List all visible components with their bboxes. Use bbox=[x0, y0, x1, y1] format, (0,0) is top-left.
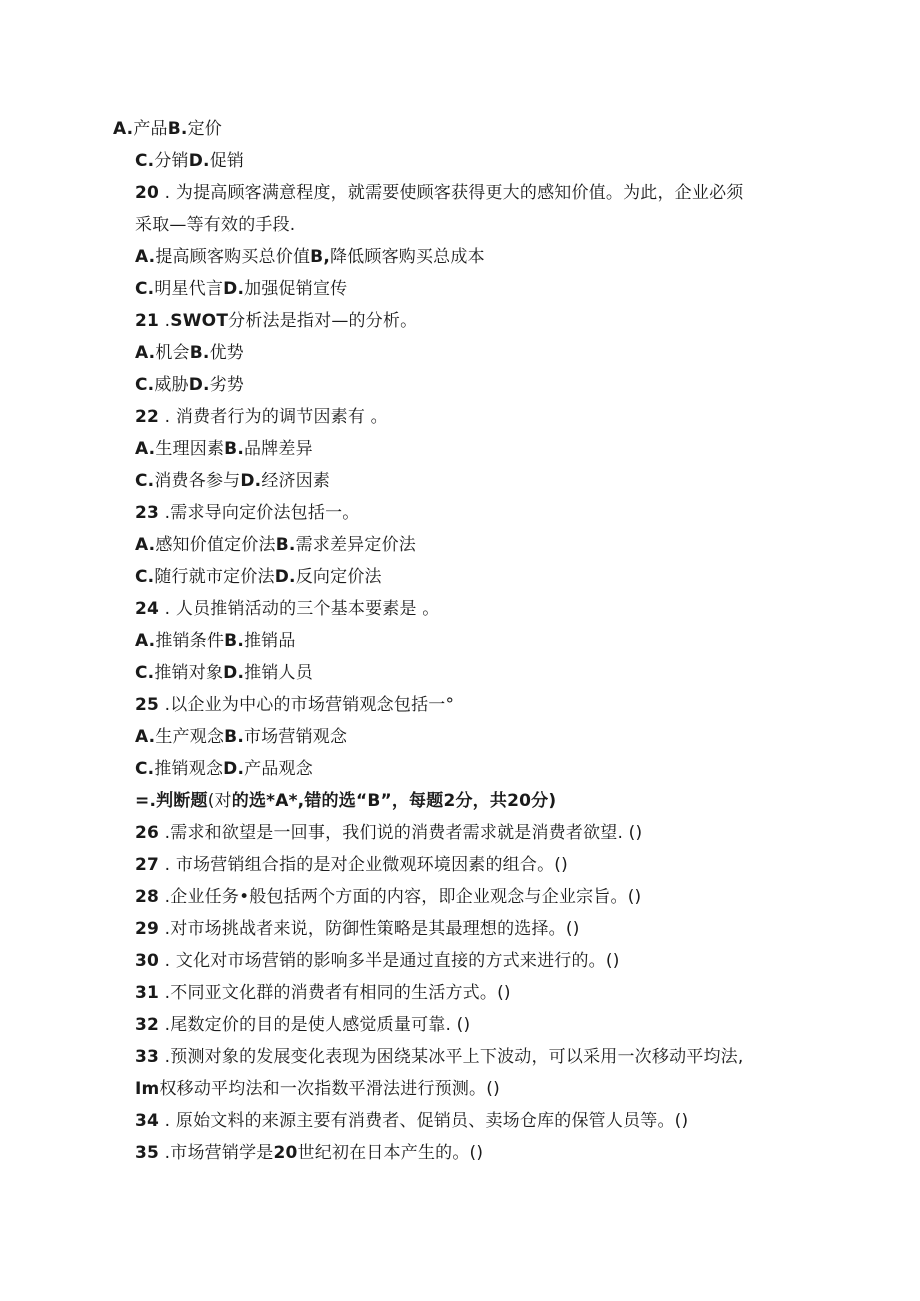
text-line: A.推销条件B.推销品 bbox=[135, 631, 296, 651]
question-text: 29 .对市场挑战者来说，防御性策略是其最理想的选择。() bbox=[135, 919, 580, 939]
text-line: A.感知价值定价法B.需求差异定价法 bbox=[135, 535, 416, 555]
question-text: 27 . 市场营销组合指的是对企业微观环境因素的组合。() bbox=[135, 855, 568, 875]
question-text: 25 .以企业为中心的市场营销观念包括一° bbox=[135, 695, 455, 715]
question-text: 23 .需求导向定价法包括一。 bbox=[135, 503, 360, 523]
question-text: 33 .预测对象的发展变化表现为困绕某冰平上下波动，可以采用一次移动平均法, bbox=[135, 1047, 744, 1067]
question-text: 26 .需求和欲望是一回事，我们说的消费者需求就是消费者欲望. () bbox=[135, 823, 643, 843]
question-text: 31 .不同亚文化群的消费者有相同的生活方式。() bbox=[135, 983, 511, 1003]
question-text: 32 .尾数定价的目的是使人感觉质量可靠. () bbox=[135, 1015, 471, 1035]
text-line: A.机会B.优势 bbox=[135, 343, 244, 363]
text-line: A.产品B.定价 bbox=[113, 119, 222, 139]
question-text: 30 . 文化对市场营销的影响多半是通过直接的方式来进行的。() bbox=[135, 951, 620, 971]
question-text: 20 . 为提高顾客满意程度，就需要使顾客获得更大的感知价值。为此，企业必须 bbox=[135, 183, 744, 203]
question-text: 24 . 人员推销活动的三个基本要素是 。 bbox=[135, 599, 440, 619]
question-text: 35 .市场营销学是20世纪初在日本产生的。() bbox=[135, 1143, 484, 1163]
section-heading: =.判断题(对的选*A*,错的选“B”，每题2分，共20分) bbox=[135, 791, 557, 811]
text-line: C.分销D.促销 bbox=[135, 151, 245, 171]
text-line: C.推销对象D.推销人员 bbox=[135, 663, 313, 683]
question-text: 34 . 原始文料的来源主要有消费者、促销员、卖场仓库的保管人员等。() bbox=[135, 1111, 689, 1131]
text-line: A.提高顾客购买总价值B,降低顾客购买总成本 bbox=[135, 247, 485, 267]
question-text: 28 .企业任务•般包括两个方面的内容，即企业观念与企业宗旨。() bbox=[135, 887, 642, 907]
question-text: 22 . 消费者行为的调节因素有 。 bbox=[135, 407, 388, 427]
text-line: C.推销观念D.产品观念 bbox=[135, 759, 313, 779]
question-text: 21 .SWOT分析法是指对—的分析。 bbox=[135, 311, 418, 331]
question-text: Im权移动平均法和一次指数平滑法进行预测。() bbox=[135, 1079, 500, 1099]
question-text: 采取—等有效的手段. bbox=[135, 215, 296, 235]
text-line: A.生理因素B.品牌差异 bbox=[135, 439, 313, 459]
text-line: C.明星代言D.加强促销宣传 bbox=[135, 279, 348, 299]
text-line: C.随行就市定价法D.反向定价法 bbox=[135, 567, 382, 587]
text-line: A.生产观念B.市场营销观念 bbox=[135, 727, 348, 747]
text-line: C.消费各参与D.经济因素 bbox=[135, 471, 331, 491]
text-line: C.威胁D.劣势 bbox=[135, 375, 245, 395]
